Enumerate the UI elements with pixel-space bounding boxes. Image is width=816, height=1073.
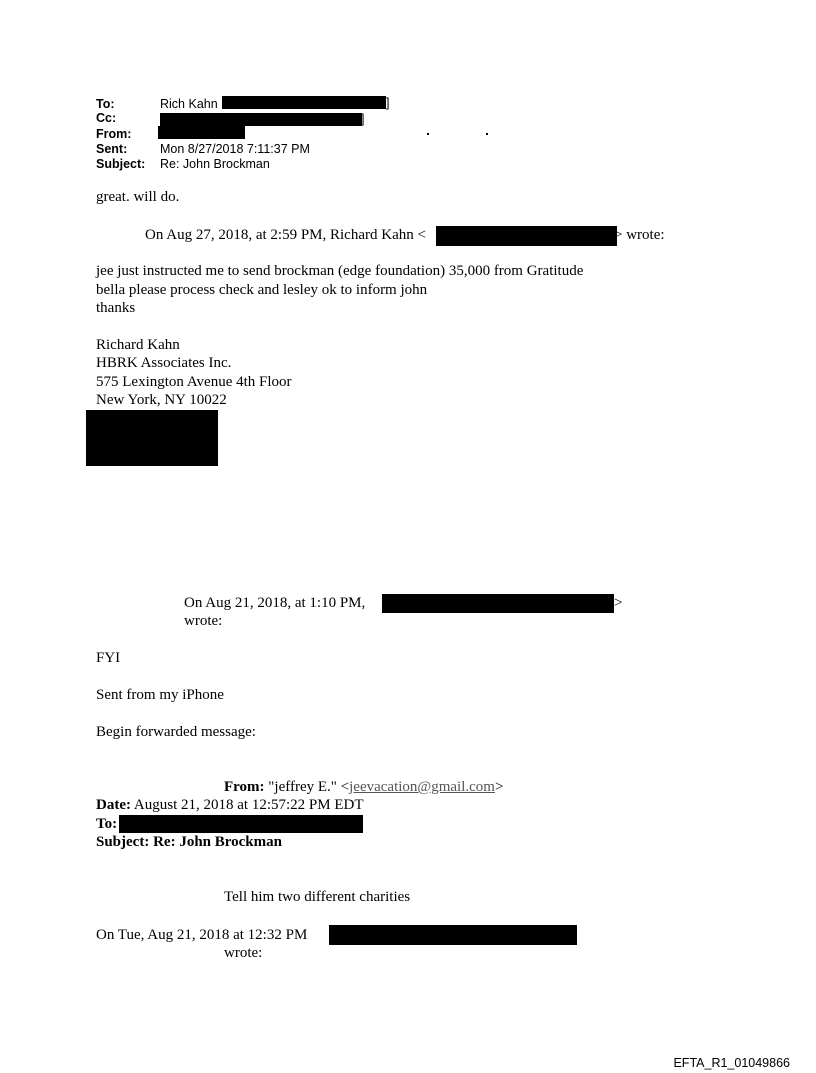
quote1-intro-prefix: On Aug 27, 2018, at 2:59 PM, Richard Kahn < xyxy=(145,227,426,243)
redaction-fwd-to xyxy=(119,815,363,833)
redaction-cc xyxy=(160,112,365,126)
quote3-intro: On Tue, Aug 21, 2018 at 12:32 PM xyxy=(96,927,308,943)
forwarded-intro: Begin forwarded message: xyxy=(96,724,256,740)
to-label: To: xyxy=(96,97,115,111)
redaction-quote2-sender xyxy=(382,594,614,613)
redaction-quote3-sender xyxy=(329,925,577,945)
fwd-date-line xyxy=(96,797,364,814)
fwd-subject-label: Subject: xyxy=(96,834,150,850)
to-value: Rich Kahn xyxy=(160,97,218,111)
stray-mark xyxy=(427,133,429,135)
subject-label: Subject: xyxy=(96,157,146,171)
quote2-intro-suffix: > xyxy=(614,595,623,611)
quote1-intro-suffix: > wrote: xyxy=(614,227,665,243)
reply-text: great. will do. xyxy=(96,189,180,205)
fyi-text: FYI xyxy=(96,650,121,666)
signature-company: HBRK Associates Inc. xyxy=(96,355,232,371)
quote1-line-1: jee just instructed me to send brockman (edge foundation) 35,000 from Gratitude xyxy=(96,263,584,279)
quote1-line-3: thanks xyxy=(96,300,136,316)
fwd-from-name: "jeffrey E." < xyxy=(264,779,350,795)
redaction-to-email xyxy=(222,96,386,109)
quote2-intro-prefix: On Aug 21, 2018, at 1:10 PM, xyxy=(184,595,366,611)
fwd-to-label: To: xyxy=(96,816,118,832)
cc-close-bracket: ] xyxy=(361,112,365,126)
subject-value: Re: John Brockman xyxy=(160,157,270,171)
fwd-from-email-link[interactable]: jeevacation@gmail.com xyxy=(349,779,495,795)
cc-label: Cc: xyxy=(96,111,117,125)
fwd-from-label: From: xyxy=(224,779,265,795)
from-label: From: xyxy=(96,127,132,141)
signature-city: New York, NY 10022 xyxy=(96,392,227,408)
fwd-body-text: Tell him two different charities xyxy=(224,889,411,905)
signature-address: 575 Lexington Avenue 4th Floor xyxy=(96,374,292,390)
fwd-date-label: Date: xyxy=(96,797,131,813)
signature-name: Richard Kahn xyxy=(96,337,180,353)
fwd-subject-value: Re: John Brockman xyxy=(153,834,282,850)
fwd-from-line xyxy=(224,779,503,796)
stray-mark xyxy=(486,133,488,135)
redaction-from xyxy=(158,126,245,139)
fwd-subject-line xyxy=(96,834,282,851)
to-close-bracket: ] xyxy=(386,96,390,110)
document-id: EFTA_R1_01049866 xyxy=(673,1056,790,1070)
redaction-signature-block xyxy=(86,410,218,466)
sent-value: Mon 8/27/2018 7:11:37 PM xyxy=(160,142,310,156)
sent-from-text: Sent from my iPhone xyxy=(96,687,224,703)
fwd-date-value: August 21, 2018 at 12:57:22 PM EDT xyxy=(133,797,364,813)
quote2-wrote: wrote: xyxy=(184,613,223,629)
quote3-wrote: wrote: xyxy=(224,945,263,961)
redaction-quote1-email xyxy=(436,226,617,246)
quote1-line-2: bella please process check and lesley ok to inform john xyxy=(96,282,428,298)
fwd-from-close: > xyxy=(494,779,504,795)
sent-label: Sent: xyxy=(96,142,128,156)
